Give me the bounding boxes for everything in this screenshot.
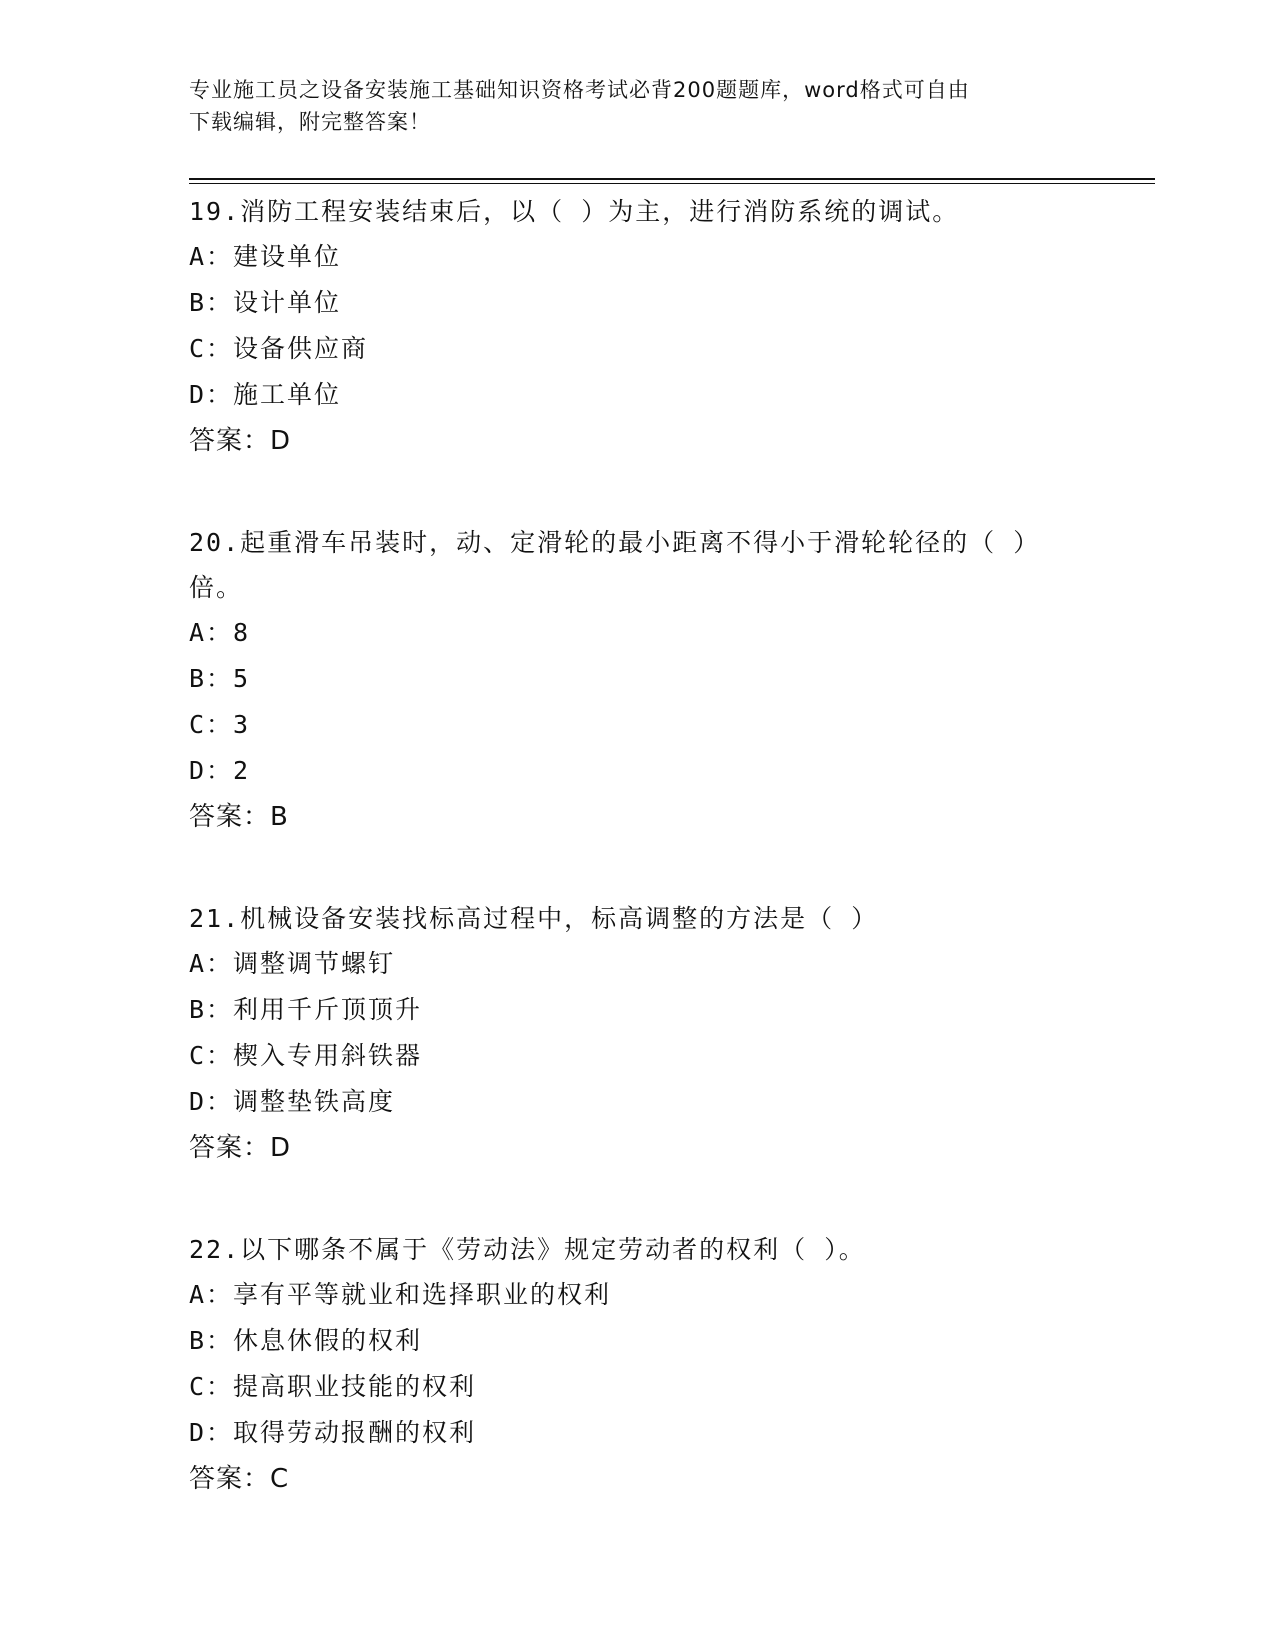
header-divider-thick <box>189 178 1155 180</box>
option-a <box>189 234 1079 280</box>
option-d <box>189 1079 1079 1125</box>
question-21 <box>189 896 1079 1171</box>
option-letter: D： <box>189 1418 234 1447</box>
option-a <box>189 941 1079 987</box>
question-stem: 20.起重滑车吊装时，动、定滑轮的最小距离不得小于滑轮轮径的（ ）倍。 <box>189 528 1041 602</box>
option-letter: B： <box>189 995 234 1024</box>
option-c <box>189 702 1079 748</box>
option-c <box>189 326 1079 372</box>
document-header <box>189 74 1069 138</box>
question-stem: 19.消防工程安装结束后，以（ ）为主，进行消防系统的调试。 <box>189 197 960 226</box>
option-letter: C： <box>189 710 234 739</box>
option-letter: A： <box>189 1280 234 1309</box>
option-letter: B： <box>189 664 234 693</box>
answer-line: 答案：B <box>189 802 289 832</box>
option-text: 5 <box>233 664 251 693</box>
option-text: 提高职业技能的权利 <box>233 1372 477 1401</box>
question-stem: 21.机械设备安装找标高过程中，标高调整的方法是（ ） <box>189 904 879 933</box>
option-text: 设备供应商 <box>233 334 369 363</box>
question-stem: 22.以下哪条不属于《劳动法》规定劳动者的权利（ ）。 <box>189 1235 866 1264</box>
option-text: 设计单位 <box>233 288 342 317</box>
option-letter: D： <box>189 756 234 785</box>
option-b <box>189 656 1079 702</box>
option-b <box>189 1318 1079 1364</box>
option-letter: C： <box>189 1041 234 1070</box>
option-text: 利用千斤顶顶升 <box>233 995 423 1024</box>
question-19 <box>189 189 1079 464</box>
option-letter: C： <box>189 334 234 363</box>
option-letter: A： <box>189 242 234 271</box>
option-text: 调整垫铁高度 <box>233 1087 396 1116</box>
answer-line: 答案：C <box>189 1464 290 1494</box>
option-text: 施工单位 <box>233 380 342 409</box>
option-letter: B： <box>189 288 234 317</box>
header-line-2: 下载编辑，附完整答案！ <box>189 110 431 134</box>
option-a <box>189 610 1079 656</box>
option-text: 调整调节螺钉 <box>233 949 396 978</box>
answer-line: 答案：D <box>189 426 292 456</box>
option-letter: A： <box>189 949 234 978</box>
option-b <box>189 280 1079 326</box>
option-text: 8 <box>233 618 251 647</box>
option-text: 取得劳动报酬的权利 <box>233 1418 477 1447</box>
option-a <box>189 1272 1079 1318</box>
question-22 <box>189 1227 1079 1502</box>
option-letter: A： <box>189 618 234 647</box>
answer-line: 答案：D <box>189 1133 292 1163</box>
header-line-1: 专业施工员之设备安装施工基础知识资格考试必背200题题库，word格式可自由 <box>189 78 970 102</box>
option-text: 2 <box>233 756 251 785</box>
option-d <box>189 748 1079 794</box>
option-c <box>189 1033 1079 1079</box>
question-20 <box>189 520 1079 840</box>
option-text: 休息休假的权利 <box>233 1326 423 1355</box>
option-d <box>189 1410 1079 1456</box>
option-text: 楔入专用斜铁器 <box>233 1041 423 1070</box>
option-letter: D： <box>189 1087 234 1116</box>
option-d <box>189 372 1079 418</box>
option-letter: D： <box>189 380 234 409</box>
option-b <box>189 987 1079 1033</box>
option-text: 享有平等就业和选择职业的权利 <box>233 1280 612 1309</box>
option-letter: B： <box>189 1326 234 1355</box>
header-divider-thin <box>189 183 1155 184</box>
option-c <box>189 1364 1079 1410</box>
option-text: 3 <box>233 710 251 739</box>
question-list <box>189 189 1079 1558</box>
option-text: 建设单位 <box>233 242 342 271</box>
option-letter: C： <box>189 1372 234 1401</box>
